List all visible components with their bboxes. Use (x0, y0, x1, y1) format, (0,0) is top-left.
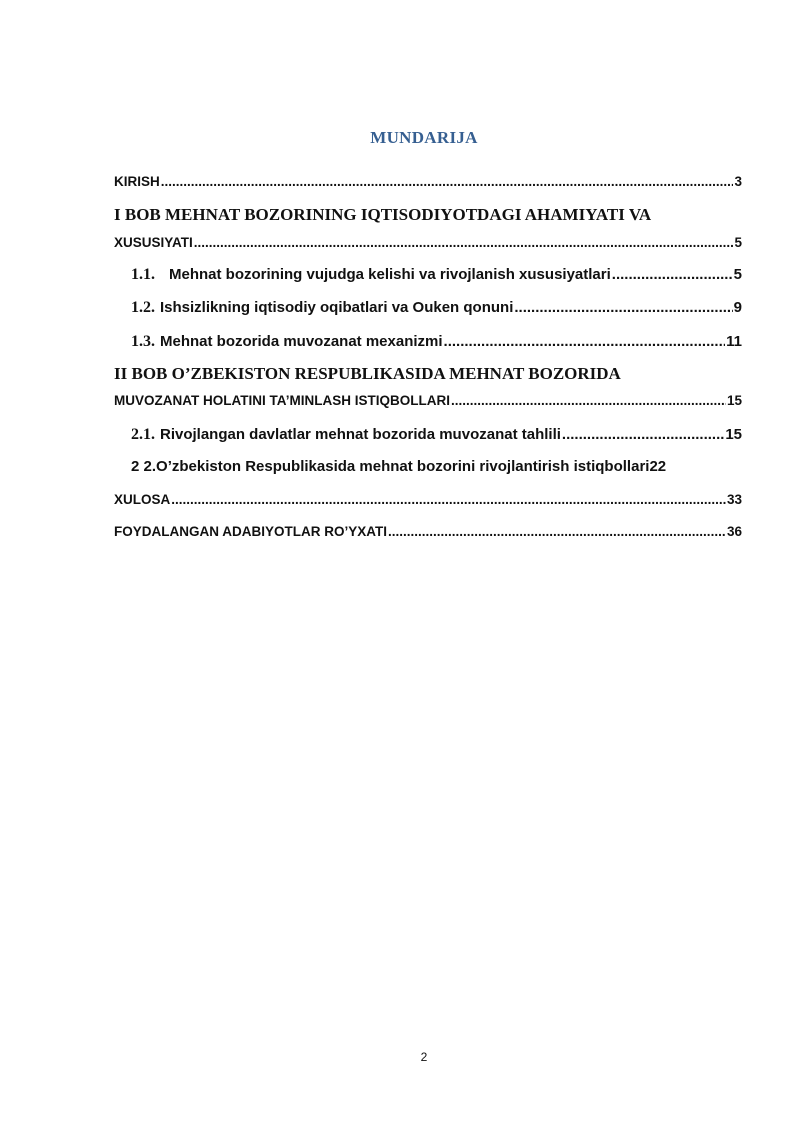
toc-entry-page: 3 (734, 174, 742, 189)
dot-leader (562, 426, 724, 443)
toc-entry-page: 11 (726, 333, 742, 350)
toc-entry-label: MUVOZANAT HOLATINI TA’MINLASH ISTIQBOLLARI (114, 393, 450, 408)
toc-entry-label: KIRISH (114, 174, 160, 189)
toc-entry-kirish[interactable] (114, 174, 742, 189)
toc-entry-page: 15 (725, 426, 742, 443)
toc-chapter2-heading[interactable]: II BOB O’ZBEKISTON RESPUBLIKASIDA MEHNAT BOZORIDA (114, 364, 621, 383)
toc-entry-page: 36 (726, 524, 742, 539)
toc-entry-page: 33 (726, 492, 742, 507)
page-number: 2 (420, 1050, 428, 1064)
dot-leader (171, 492, 726, 507)
toc-entry-chapter2[interactable] (114, 393, 742, 408)
toc-entry-2-1[interactable] (131, 426, 742, 444)
toc-entry-2-2[interactable] (131, 458, 666, 475)
toc-entry-chapter1[interactable] (114, 235, 742, 250)
toc-entry-page: 5 (733, 266, 742, 283)
dot-leader (612, 266, 733, 283)
toc-entry-1-3[interactable] (131, 333, 742, 351)
toc-chapter1-heading[interactable]: I BOB MEHNAT BOZORINING IQTISODIYOTDAGI AHAMIYATI VA (114, 205, 652, 224)
toc-entry-number: 2 (131, 458, 140, 475)
toc-entry-label: Mehnat bozorining vujudga kelishi va rivojlanish xususiyatlari (169, 266, 611, 283)
toc-entry-number: 2.1. (131, 426, 155, 443)
dot-leader (514, 299, 732, 316)
toc-entry-label: Mehnat bozorida muvozanat mexanizmi (160, 333, 443, 350)
toc-entry-adabiyotlar[interactable] (114, 524, 742, 539)
toc-entry-label: Ishsizlikning iqtisodiy oqibatlari va Ouken qonuni (160, 299, 514, 316)
toc-entry-page: 5 (734, 235, 742, 250)
toc-entry-number: 1.2. (131, 299, 155, 316)
toc-entry-label: XUSUSIYATI (114, 235, 193, 250)
toc-entry-xulosa[interactable] (114, 492, 742, 507)
toc-entry-number: 1.1. (131, 266, 155, 283)
toc-entry-label: Rivojlangan davlatlar mehnat bozorida muvozanat tahlili (160, 426, 561, 443)
toc-entry-label: XULOSA (114, 492, 171, 507)
toc-entry-page: 15 (726, 393, 742, 408)
dot-leader (388, 524, 726, 539)
toc-entry-page: 9 (733, 299, 742, 316)
toc-entry-1-2[interactable] (131, 299, 742, 317)
toc-entry-number: 1.3. (131, 333, 155, 350)
toc-entry-1-1[interactable] (131, 266, 742, 284)
dot-leader (161, 174, 734, 189)
dot-leader (444, 333, 726, 350)
page-title: MUNDARIJA (370, 128, 478, 147)
toc-entry-label: FOYDALANGAN ADABIYOTLAR RO’YXATI (114, 524, 387, 539)
toc-entry-label: 2.O’zbekiston Respublikasida mehnat bozorini rivojlantirish istiqbollari22 (143, 458, 667, 475)
dot-leader (451, 393, 726, 408)
dot-leader (194, 235, 734, 250)
